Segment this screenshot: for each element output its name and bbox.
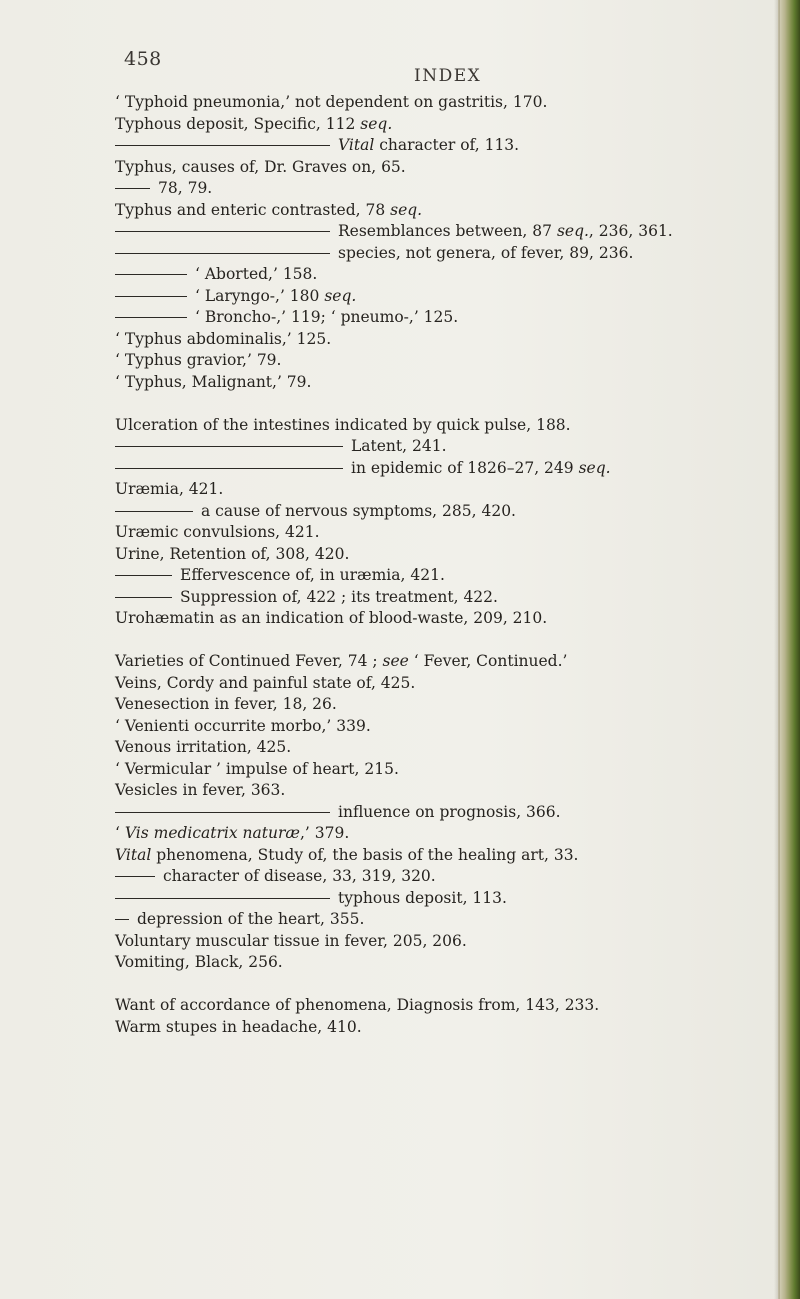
entry-text: Want of accordance of phenomena, Diagnosis from, 143, 233.	[115, 996, 600, 1014]
entry-text: Typhus and enteric contrasted, 78 seq.	[115, 200, 423, 219]
entry-text: Venesection in fever, 18, 26.	[115, 695, 337, 713]
index-entry	[115, 329, 795, 351]
index-entries	[115, 92, 795, 1038]
index-entry	[115, 823, 795, 845]
ditto-dash	[115, 188, 150, 189]
index-subentry	[115, 909, 795, 931]
entry-text: depression of the heart, 355.	[137, 910, 365, 928]
entry-text: Urohæmatin as an indication of blood-waste, 209, 210.	[115, 609, 548, 627]
index-subentry	[115, 178, 795, 200]
entry-text: ‘ Venienti occurrite morbo,’ 339.	[115, 716, 371, 735]
index-entry	[115, 716, 795, 738]
index-subentry	[115, 587, 795, 609]
entry-text: Uræmia, 421.	[115, 480, 224, 498]
index-subentry	[115, 802, 795, 824]
index-entry	[115, 522, 795, 544]
index-entry	[115, 995, 795, 1017]
index-entry	[115, 673, 795, 695]
entry-text: character of disease, 33, 319, 320.	[163, 867, 436, 885]
entry-text: in epidemic of 1826–27, 249 seq.	[351, 458, 611, 477]
entry-text: Effervescence of, in uræmia, 421.	[180, 566, 445, 584]
ditto-dash	[115, 446, 343, 447]
index-entry	[115, 608, 795, 630]
index-entry	[115, 92, 795, 114]
entry-text: Resemblances between, 87 seq., 236, 361.	[338, 222, 673, 240]
index-entry	[115, 544, 795, 566]
section-gap	[115, 393, 795, 415]
ditto-dash	[115, 597, 172, 598]
index-entry	[115, 157, 795, 179]
entry-text: Latent, 241.	[351, 437, 447, 455]
index-entry	[115, 651, 795, 673]
index-subentry	[115, 436, 795, 458]
ditto-dash	[115, 575, 172, 576]
index-subentry	[115, 458, 795, 480]
index-entry	[115, 845, 795, 867]
entry-text: Typhous deposit, Specific, 112 seq.	[115, 114, 393, 133]
ditto-dash	[115, 145, 330, 146]
entry-text: Veins, Cordy and painful state of, 425.	[115, 673, 416, 692]
page-number: 458	[124, 48, 162, 70]
entry-text: Vital character of, 113.	[338, 136, 520, 154]
index-entry	[115, 780, 795, 802]
entry-text: ‘ Broncho-,’ 119; ‘ pneumo-,’ 125.	[195, 308, 459, 326]
entry-text: ‘ Typhus abdominalis,’ 125.	[115, 329, 332, 348]
entry-text: Varieties of Continued Fever, 74 ; see ‘ Fever, Continued.’	[115, 652, 568, 670]
index-entry	[115, 759, 795, 781]
entry-text: Urine, Retention of, 308, 420.	[115, 544, 350, 563]
index-entry	[115, 114, 795, 136]
ditto-dash	[115, 296, 187, 297]
ditto-dash	[115, 919, 129, 920]
index-subentry	[115, 307, 795, 329]
index-entry	[115, 372, 795, 394]
entry-text: 78, 79.	[158, 179, 213, 197]
entry-text: Ulceration of the intestines indicated by quick pulse, 188.	[115, 415, 571, 434]
ditto-dash	[115, 511, 193, 512]
entry-text: Typhus, causes of, Dr. Graves on, 65.	[115, 157, 406, 176]
index-subentry	[115, 264, 795, 286]
entry-text: ‘ Typhus, Malignant,’ 79.	[115, 372, 312, 391]
entry-text: ‘ Typhoid pneumonia,’ not dependent on gastritis, 170.	[115, 93, 548, 111]
ditto-dash	[115, 253, 330, 254]
ditto-dash	[115, 898, 330, 899]
entry-text: Suppression of, 422 ; its treatment, 422.	[180, 587, 498, 606]
section-gap	[115, 630, 795, 652]
index-entry	[115, 350, 795, 372]
index-entry	[115, 415, 795, 437]
ditto-dash	[115, 317, 187, 318]
index-subentry	[115, 866, 795, 888]
entry-text: a cause of nervous symptoms, 285, 420.	[201, 501, 516, 520]
ditto-dash	[115, 812, 330, 813]
index-subentry	[115, 888, 795, 910]
entry-text: ‘ Aborted,’ 158.	[195, 265, 318, 283]
entry-text: influence on prognosis, 366.	[338, 802, 561, 821]
ditto-dash	[115, 274, 187, 275]
index-entry	[115, 737, 795, 759]
entry-text: ‘ Typhus gravior,’ 79.	[115, 351, 282, 369]
index-entry	[115, 694, 795, 716]
index-subentry	[115, 243, 795, 265]
entry-text: Venous irritation, 425.	[115, 738, 292, 756]
index-subentry	[115, 501, 795, 523]
entry-text: Vesicles in fever, 363.	[115, 781, 286, 799]
entry-text: Vomiting, Black, 256.	[115, 953, 283, 971]
entry-text: Vital phenomena, Study of, the basis of the healing art, 33.	[115, 845, 579, 864]
entry-text: Voluntary muscular tissue in fever, 205, 206.	[115, 931, 467, 950]
entry-text: Uræmic convulsions, 421.	[115, 523, 320, 541]
ditto-dash	[115, 231, 330, 232]
index-entry	[115, 1017, 795, 1039]
entry-text: ‘ Vermicular ’ impulse of heart, 215.	[115, 759, 399, 778]
index-subentry	[115, 221, 795, 243]
index-subentry	[115, 565, 795, 587]
entry-text: ‘ Vis medicatrix naturæ,’ 379.	[115, 824, 350, 842]
entry-text: species, not genera, of fever, 89, 236.	[338, 243, 634, 262]
ditto-dash	[115, 468, 343, 469]
running-head: INDEX	[414, 66, 482, 86]
index-entry	[115, 200, 795, 222]
index-entry	[115, 952, 795, 974]
index-entry	[115, 931, 795, 953]
ditto-dash	[115, 876, 155, 877]
entry-text: ‘ Laryngo-,’ 180 seq.	[195, 286, 357, 305]
entry-text: typhous deposit, 113.	[338, 888, 507, 907]
entry-text: Warm stupes in headache, 410.	[115, 1017, 362, 1036]
section-gap	[115, 974, 795, 996]
index-subentry	[115, 286, 795, 308]
index-entry	[115, 479, 795, 501]
index-subentry	[115, 135, 795, 157]
